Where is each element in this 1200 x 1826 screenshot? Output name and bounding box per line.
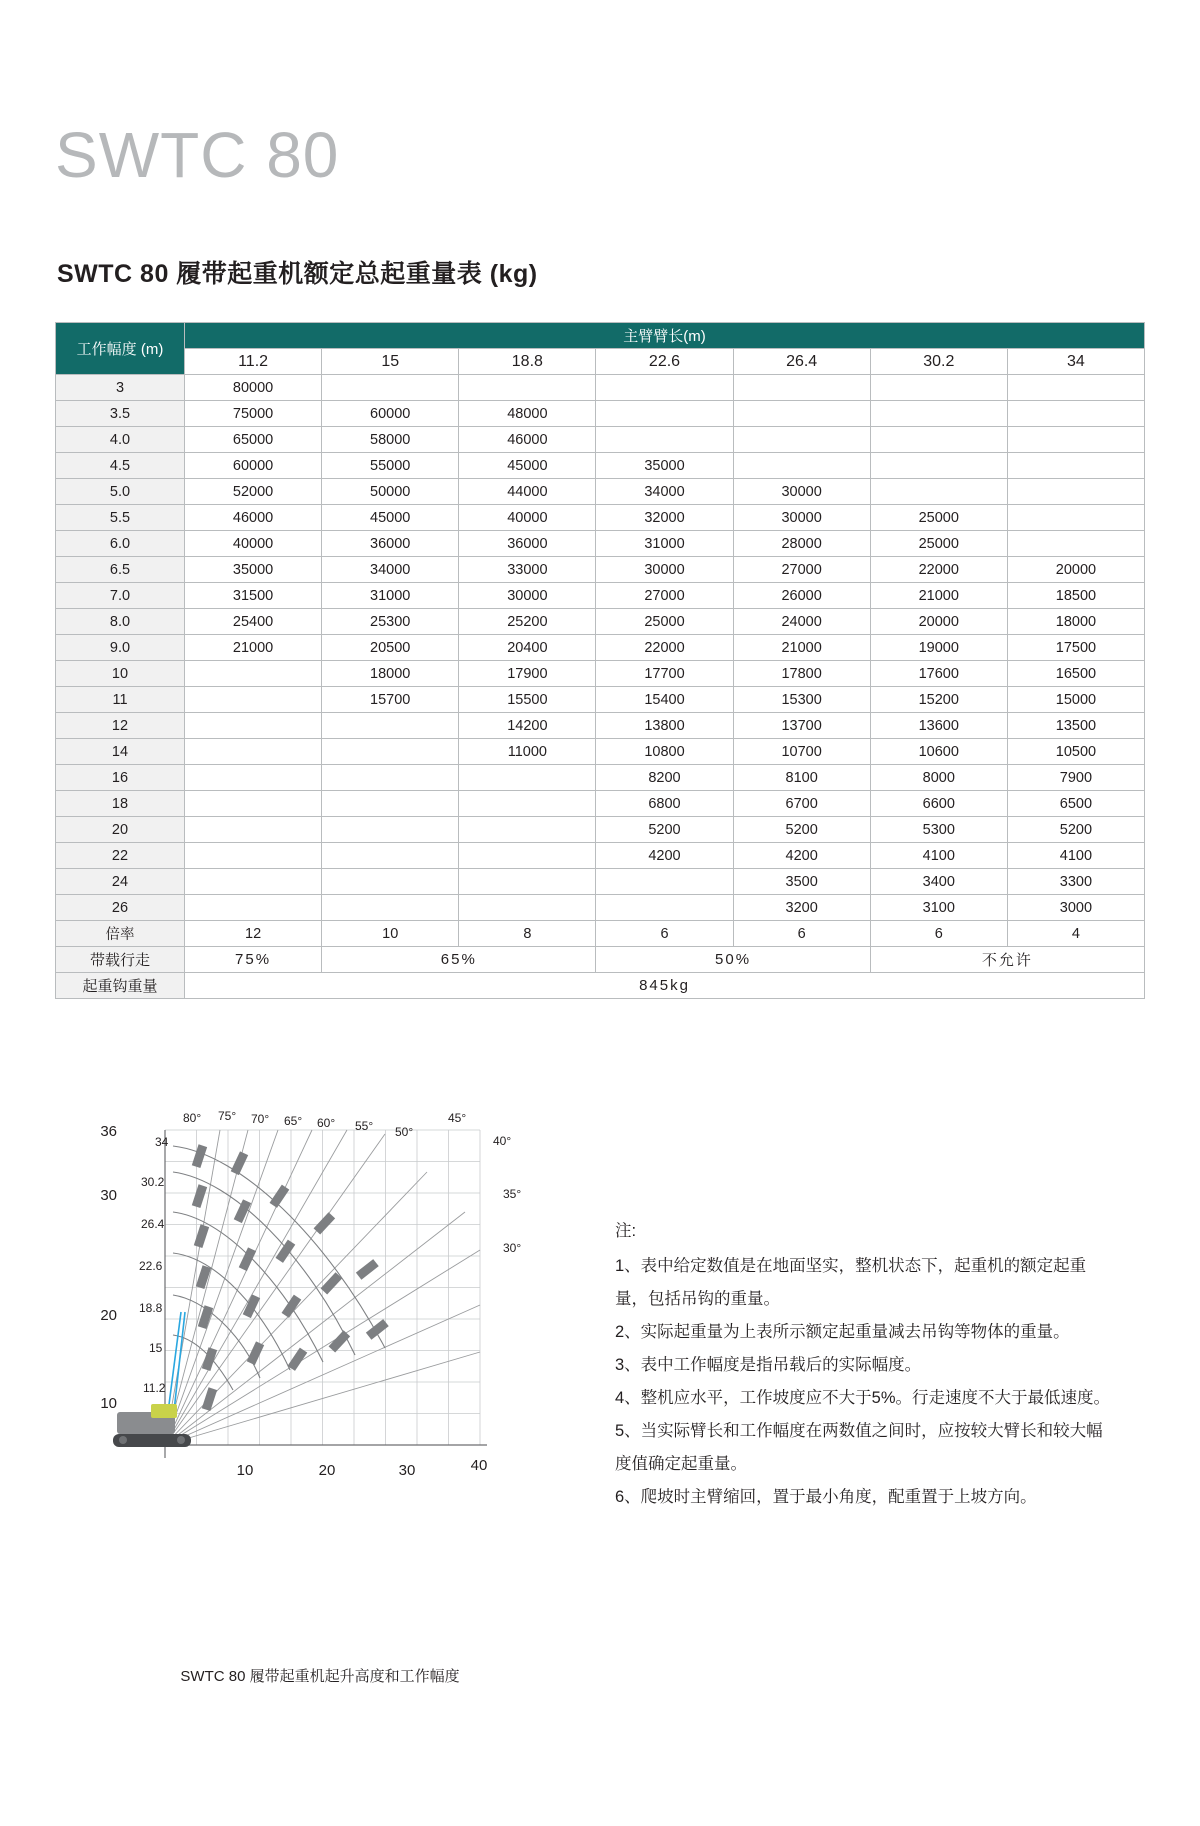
cell: [185, 713, 322, 739]
boom-label: 34: [155, 1135, 169, 1149]
cell: 27000: [596, 583, 733, 609]
ratio-value: 6: [596, 921, 733, 947]
cell: [322, 869, 459, 895]
table-row: [56, 583, 1145, 609]
cell: 10800: [596, 739, 733, 765]
table-row: [56, 531, 1145, 557]
cell: [733, 375, 870, 401]
cell: 15700: [322, 687, 459, 713]
row-radius: 18: [56, 791, 185, 817]
cell: [459, 817, 596, 843]
angle-label: 75°: [218, 1109, 237, 1123]
row-radius: 22: [56, 843, 185, 869]
cell: 36000: [322, 531, 459, 557]
cell: [1007, 505, 1144, 531]
angle-label: 80°: [183, 1111, 202, 1125]
y-tick: 36: [100, 1123, 117, 1140]
row-radius: 8.0: [56, 609, 185, 635]
cell: 8200: [596, 765, 733, 791]
boom-length-5: 30.2: [870, 349, 1007, 375]
cell: 46000: [459, 427, 596, 453]
cell: [459, 375, 596, 401]
cell: [596, 427, 733, 453]
table-row-ratio: [56, 921, 1145, 947]
cell: 5200: [1007, 817, 1144, 843]
table-head-row-1: [56, 323, 1145, 349]
cell: 36000: [459, 531, 596, 557]
chart-angle-labels: [183, 1109, 521, 1255]
table-head: [56, 323, 1145, 375]
cell: 3400: [870, 869, 1007, 895]
ratio-value: 12: [185, 921, 322, 947]
row-radius: 3: [56, 375, 185, 401]
notes-title: 注:: [615, 1222, 637, 1240]
cell: [322, 817, 459, 843]
cell: [1007, 375, 1144, 401]
row-radius: 9.0: [56, 635, 185, 661]
table-row: [56, 869, 1145, 895]
cell: 11000: [459, 739, 596, 765]
header-boom-length: 主臂臂长(m): [185, 323, 1145, 349]
cell: 34000: [322, 557, 459, 583]
cell: [870, 375, 1007, 401]
travel-value: 65%: [322, 947, 596, 973]
table-row: [56, 895, 1145, 921]
cell: 30000: [596, 557, 733, 583]
cell: 52000: [185, 479, 322, 505]
cell: 17500: [1007, 635, 1144, 661]
cell: [733, 401, 870, 427]
cell: 32000: [596, 505, 733, 531]
cell: 10600: [870, 739, 1007, 765]
cell: 20400: [459, 635, 596, 661]
cell: 31000: [596, 531, 733, 557]
boom-label: 30.2: [141, 1175, 165, 1189]
cell: 6500: [1007, 791, 1144, 817]
cell: 8100: [733, 765, 870, 791]
table-row: [56, 661, 1145, 687]
cell: [459, 765, 596, 791]
table-row: [56, 635, 1145, 661]
boom-label: 22.6: [139, 1259, 163, 1273]
cell: 40000: [185, 531, 322, 557]
cell: 17700: [596, 661, 733, 687]
angle-label: 40°: [493, 1134, 512, 1148]
cell: 40000: [459, 505, 596, 531]
row-radius: 20: [56, 817, 185, 843]
cell: 25200: [459, 609, 596, 635]
cell: [185, 739, 322, 765]
cell: 8000: [870, 765, 1007, 791]
cell: 33000: [459, 557, 596, 583]
note-line: 2、实际起重量为上表所示额定起重量减去吊钩等物体的重量。: [615, 1323, 1070, 1341]
cell: 14200: [459, 713, 596, 739]
cell: 6600: [870, 791, 1007, 817]
travel-value: 不允许: [870, 947, 1144, 973]
table-row: [56, 557, 1145, 583]
chart-y-ticks: [100, 1123, 117, 1412]
cell: 4100: [870, 843, 1007, 869]
boom-label: 18.8: [139, 1301, 163, 1315]
cell: 13600: [870, 713, 1007, 739]
table-row: [56, 453, 1145, 479]
table-row-travel: [56, 947, 1145, 973]
cell: 35000: [596, 453, 733, 479]
angle-label: 45°: [448, 1111, 467, 1125]
cell: 13500: [1007, 713, 1144, 739]
cell: 22000: [870, 557, 1007, 583]
row-radius: 11: [56, 687, 185, 713]
cell: [1007, 531, 1144, 557]
cell: 25400: [185, 609, 322, 635]
cell: 25300: [322, 609, 459, 635]
cell: 6700: [733, 791, 870, 817]
cell: [185, 661, 322, 687]
cell: [870, 401, 1007, 427]
cell: [1007, 453, 1144, 479]
cell: 25000: [870, 505, 1007, 531]
cell: 17900: [459, 661, 596, 687]
cell: 4200: [596, 843, 733, 869]
ratio-value: 8: [459, 921, 596, 947]
table-row: [56, 505, 1145, 531]
cell: [596, 895, 733, 921]
cell: 30000: [733, 479, 870, 505]
table-row: [56, 817, 1145, 843]
cell: [185, 765, 322, 791]
cell: 16500: [1007, 661, 1144, 687]
table-row: [56, 713, 1145, 739]
cell: 20000: [870, 609, 1007, 635]
cell: 3100: [870, 895, 1007, 921]
cell: [322, 843, 459, 869]
y-tick: 30: [100, 1187, 117, 1204]
cell: 31500: [185, 583, 322, 609]
row-radius: 6.5: [56, 557, 185, 583]
cell: 3300: [1007, 869, 1144, 895]
table-row-hook: [56, 973, 1145, 999]
cell: 3200: [733, 895, 870, 921]
angle-label: 50°: [395, 1125, 414, 1139]
row-radius: 5.0: [56, 479, 185, 505]
cell: 25000: [870, 531, 1007, 557]
boom-length-2: 18.8: [459, 349, 596, 375]
working-range-chart: [55, 1090, 585, 1670]
cell: 34000: [596, 479, 733, 505]
cell: 15000: [1007, 687, 1144, 713]
row-radius: 16: [56, 765, 185, 791]
row-radius: 3.5: [56, 401, 185, 427]
cell: [1007, 401, 1144, 427]
cell: [185, 817, 322, 843]
row-radius: 26: [56, 895, 185, 921]
cell: 7900: [1007, 765, 1144, 791]
cell: 4200: [733, 843, 870, 869]
table-row: [56, 401, 1145, 427]
cell: [185, 843, 322, 869]
cell: 45000: [322, 505, 459, 531]
note-line: 6、爬坡时主臂缩回，置于最小角度，配重置于上坡方向。: [615, 1488, 1037, 1506]
travel-label: 带载行走: [56, 947, 185, 973]
cell: 4100: [1007, 843, 1144, 869]
cell: [870, 479, 1007, 505]
cell: 13800: [596, 713, 733, 739]
ratio-value: 6: [733, 921, 870, 947]
table-row: [56, 375, 1145, 401]
hook-value: 845kg: [185, 973, 1145, 999]
cell: 5200: [596, 817, 733, 843]
cell: 30000: [733, 505, 870, 531]
ratio-value: 6: [870, 921, 1007, 947]
cell: [870, 453, 1007, 479]
cell: 21000: [733, 635, 870, 661]
cell: 44000: [459, 479, 596, 505]
chart-boom-labels: [139, 1135, 169, 1395]
table-row: [56, 843, 1145, 869]
cell: 20000: [1007, 557, 1144, 583]
boom-label: 15: [149, 1341, 163, 1355]
cell: [322, 791, 459, 817]
row-radius: 7.0: [56, 583, 185, 609]
boom-length-3: 22.6: [596, 349, 733, 375]
cell: 80000: [185, 375, 322, 401]
cell: [596, 375, 733, 401]
travel-value: 75%: [185, 947, 322, 973]
table-row: [56, 687, 1145, 713]
cell: [596, 869, 733, 895]
note-line: 5、当实际臂长和工作幅度在两数值之间时，应按较大臂长和较大幅: [615, 1422, 1103, 1440]
angle-label: 65°: [284, 1114, 303, 1128]
cell: 30000: [459, 583, 596, 609]
table-row: [56, 739, 1145, 765]
note-line: 4、整机应水平，工作坡度应不大于5%。行走速度不大于最低速度。: [615, 1389, 1111, 1407]
boom-length-0: 11.2: [185, 349, 322, 375]
cell: 46000: [185, 505, 322, 531]
cell: 21000: [870, 583, 1007, 609]
cell: 18500: [1007, 583, 1144, 609]
load-chart-table: [55, 322, 1145, 999]
angle-label: 60°: [317, 1116, 336, 1130]
boom-label: 11.2: [143, 1381, 166, 1395]
chart-svg: [55, 1090, 585, 1670]
ratio-value: 10: [322, 921, 459, 947]
angle-label: 35°: [503, 1187, 522, 1201]
cell: 22000: [596, 635, 733, 661]
cell: 10500: [1007, 739, 1144, 765]
cell: 60000: [185, 453, 322, 479]
cell: 15300: [733, 687, 870, 713]
x-tick: 30: [398, 1462, 416, 1479]
cell: [459, 869, 596, 895]
row-radius: 14: [56, 739, 185, 765]
table-row: [56, 765, 1145, 791]
angle-label: 55°: [355, 1119, 374, 1133]
row-radius: 6.0: [56, 531, 185, 557]
cell: 15500: [459, 687, 596, 713]
row-radius: 10: [56, 661, 185, 687]
cell: [1007, 479, 1144, 505]
cell: [322, 895, 459, 921]
cell: 20500: [322, 635, 459, 661]
table-row: [56, 791, 1145, 817]
note-line: 3、表中工作幅度是指吊载后的实际幅度。: [615, 1356, 922, 1374]
cell: 55000: [322, 453, 459, 479]
boom-label: 26.4: [141, 1217, 165, 1231]
angle-label: 70°: [251, 1112, 270, 1126]
note-line: 度值确定起重量。: [615, 1455, 747, 1473]
boom-length-4: 26.4: [733, 349, 870, 375]
cell: [459, 895, 596, 921]
table-row: [56, 479, 1145, 505]
cell: [322, 713, 459, 739]
cell: 15200: [870, 687, 1007, 713]
table-body: [56, 375, 1145, 999]
cell: [185, 869, 322, 895]
x-tick: 40: [470, 1457, 488, 1474]
cell: [185, 687, 322, 713]
cell: 60000: [322, 401, 459, 427]
ratio-value: 4: [1007, 921, 1144, 947]
row-radius: 12: [56, 713, 185, 739]
cell: [322, 375, 459, 401]
note-line: 量，包括吊钩的重量。: [615, 1290, 780, 1308]
cell: 6800: [596, 791, 733, 817]
notes-block: [615, 1215, 1155, 1514]
chart-caption: SWTC 80 履带起重机起升高度和工作幅度: [180, 1668, 460, 1685]
cell: 48000: [459, 401, 596, 427]
row-radius: 4.5: [56, 453, 185, 479]
cell: [733, 427, 870, 453]
cell: 3500: [733, 869, 870, 895]
cell: 5200: [733, 817, 870, 843]
cell: 17600: [870, 661, 1007, 687]
cell: [733, 453, 870, 479]
cell: 58000: [322, 427, 459, 453]
cell: 3000: [1007, 895, 1144, 921]
row-radius: 4.0: [56, 427, 185, 453]
cell: 18000: [322, 661, 459, 687]
cell: 24000: [733, 609, 870, 635]
chart-x-ticks: [237, 1457, 488, 1479]
cell: 26000: [733, 583, 870, 609]
boom-length-1: 15: [322, 349, 459, 375]
cell: 18000: [1007, 609, 1144, 635]
cell: [596, 401, 733, 427]
cell: 21000: [185, 635, 322, 661]
cell: 5300: [870, 817, 1007, 843]
cell: 45000: [459, 453, 596, 479]
table-head-row-2: [56, 349, 1145, 375]
cell: 15400: [596, 687, 733, 713]
row-radius: 5.5: [56, 505, 185, 531]
cell: 25000: [596, 609, 733, 635]
table-row: [56, 427, 1145, 453]
cell: 31000: [322, 583, 459, 609]
cell: 27000: [733, 557, 870, 583]
hook-label: 起重钩重量: [56, 973, 185, 999]
y-tick: 10: [100, 1395, 117, 1412]
cell: 65000: [185, 427, 322, 453]
x-tick: 10: [236, 1462, 254, 1479]
cell: 75000: [185, 401, 322, 427]
cell: 35000: [185, 557, 322, 583]
table-row: [56, 609, 1145, 635]
boom-length-6: 34: [1007, 349, 1144, 375]
y-tick: 20: [100, 1307, 117, 1324]
cell: 28000: [733, 531, 870, 557]
model-title: SWTC 80: [55, 119, 340, 191]
row-radius: 24: [56, 869, 185, 895]
table-title: SWTC 80 履带起重机额定总起重量表 (kg): [57, 260, 538, 288]
cell: [459, 791, 596, 817]
header-working-radius: 工作幅度 (m): [56, 323, 185, 375]
cell: [1007, 427, 1144, 453]
cell: [322, 739, 459, 765]
x-tick: 20: [318, 1462, 336, 1479]
cell: 13700: [733, 713, 870, 739]
note-line: 1、表中给定数值是在地面坚实，整机状态下，起重机的额定起重: [615, 1257, 1087, 1275]
cell: [459, 843, 596, 869]
cell: [322, 765, 459, 791]
load-chart-table-wrapper: [55, 322, 1145, 999]
cell: 50000: [322, 479, 459, 505]
ratio-label: 倍率: [56, 921, 185, 947]
angle-label: 30°: [503, 1241, 522, 1255]
cell: 19000: [870, 635, 1007, 661]
cell: 17800: [733, 661, 870, 687]
travel-value: 50%: [596, 947, 870, 973]
cell: [185, 791, 322, 817]
cell: [185, 895, 322, 921]
cell: 10700: [733, 739, 870, 765]
cell: [870, 427, 1007, 453]
